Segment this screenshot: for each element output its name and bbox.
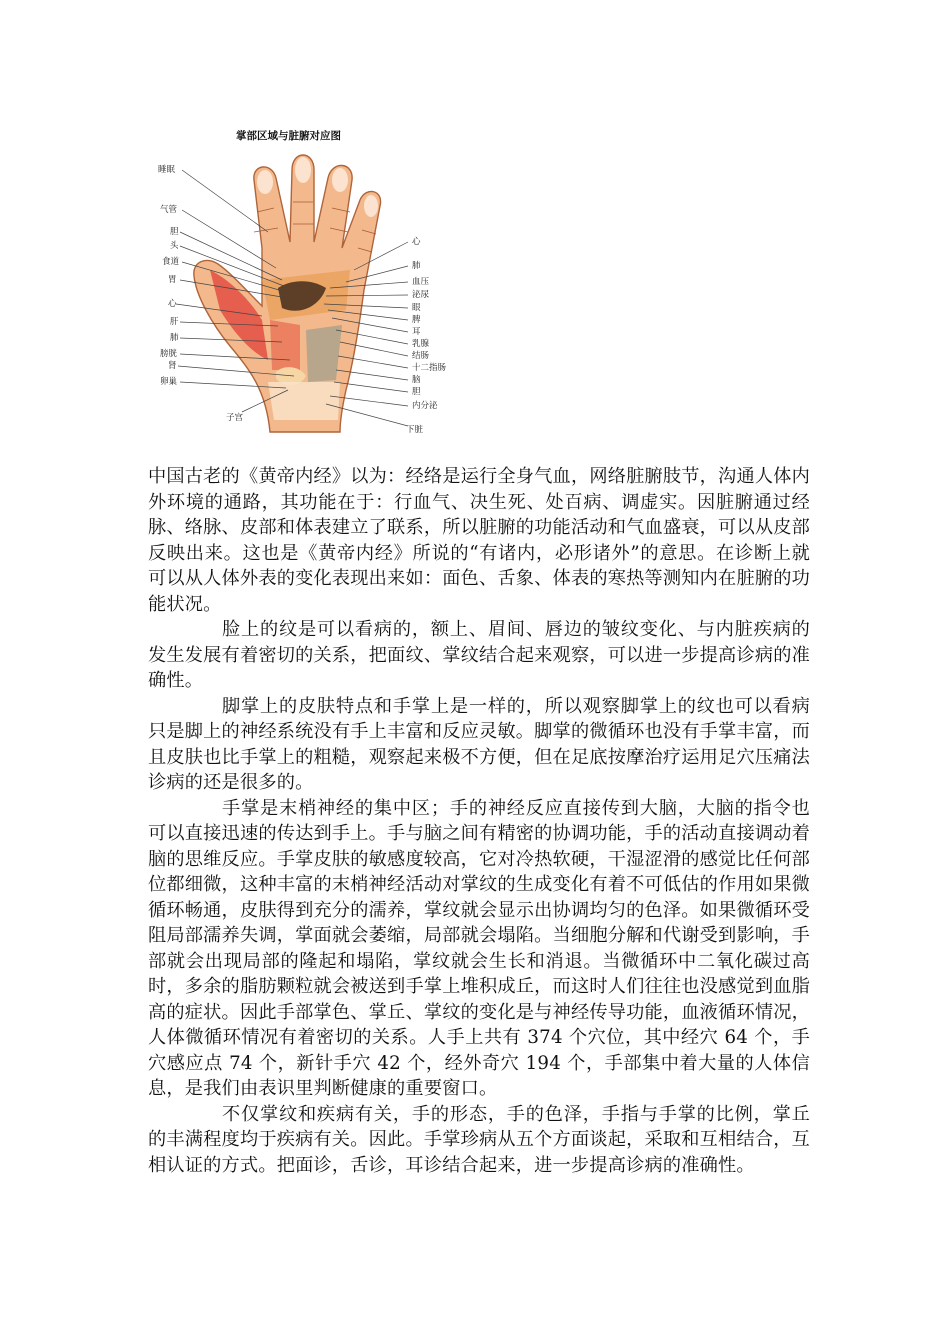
label-brain: 脑 xyxy=(412,375,421,385)
label-head: 头 xyxy=(170,241,179,251)
label-lung-right: 肺 xyxy=(412,261,421,271)
paragraph-2: 脸上的纹是可以看病的，额上、眉间、唇边的皱纹变化、与内脏疾病的发生发展有着密切的关系，把面纹、掌纹结合起来观察，可以进一步提高诊病的准确性。 xyxy=(148,619,810,691)
right-labels xyxy=(406,236,447,435)
label-heart-left: 心 xyxy=(168,299,177,309)
label-gallbladder-right: 胆 xyxy=(412,387,421,397)
label-urinary: 泌尿 xyxy=(412,290,430,300)
hand-reflexology-figure xyxy=(150,120,460,440)
label-uterus: 子宫 xyxy=(226,413,244,423)
paragraph-3: 脚掌上的皮肤特点和手掌上是一样的，所以观察脚掌上的纹也可以看病只是脚上的神经系统没有手上丰富和反应灵敏。脚掌的微循环也没有手掌丰富，而且皮肤也比手掌上的粗糙，观察起来极不方便，但在足底按摩治疗运用足穴压痛法诊病的还是很多的。 xyxy=(148,695,810,793)
label-kidney: 肾 xyxy=(168,361,177,371)
label-ovary: 卵巢 xyxy=(160,377,178,387)
figure-title: 掌部区域与脏腑对应图 xyxy=(236,130,341,142)
label-eye: 眼 xyxy=(412,303,421,313)
label-breast: 乳腺 xyxy=(412,339,430,349)
hand-diagram xyxy=(150,120,460,440)
label-gallbladder: 胆 xyxy=(170,227,179,237)
label-liver: 肝 xyxy=(170,317,179,327)
label-trachea: 气管 xyxy=(160,205,178,215)
label-spleen: 脾 xyxy=(412,315,421,325)
paragraph-1: 中国古老的《黄帝内经》以为：经络是运行全身气血，网络脏腑肢节，沟通人体内外环境的通路，其功能在于：行血气、决生死、处百病、调虚实。因脏腑通过经脉、络脉、皮部和体表建立了联系，所以脏腑的功能活动和气血盛衰，可以从皮部反映出来。这也是《黄帝内经》所说的“有诸内，必形诸外”的意思。在诊断上就可以从人体外表的变化表现出来如：面色、舌象、体表的寒热等测知内在脏腑的功能状况。 xyxy=(148,466,811,615)
label-ear: 耳 xyxy=(412,327,421,337)
paragraph-4: 手掌是末梢神经的集中区；手的神经反应直接传到大脑，大脑的指令也可以直接迅速的传达到手上。手与脑之间有精密的协调功能，手的活动直接调动着脑的思维反应。手掌皮肤的敏感度较高，它对冷热软硬，干湿涩滑的感觉比任何部位都细微，这种丰富的末梢神经活动对掌纹的生成变化有着不可低估的作用如果微循环畅通，皮肤得到充分的濡养，掌纹就会显示出协调均匀的色泽。如果微循环受阻局部濡养失调，掌面就会萎缩，局部就会塌陷。当细胞分解和代谢受到影响，手部就会出现局部的隆起和塌陷，掌纹就会生长和消退。当微循环中二氧化碳过高时，多余的脂肪颗粒就会被送到手掌上堆积成丘，而这时人们往往也没感觉到血脂高的症状。因此手部掌色、掌丘、掌纹的变化是与神经传导功能，血液循环情况，人体微循环情况有着密切的关系。人手上共有 374 个穴位，其中经穴 64 个，手穴感应点 74 个，新针手穴 42 个，经外奇穴 194 个，手部集中着大量的人体信息，是我们由表识里判断健康的重要窗口。 xyxy=(148,797,810,1099)
label-esophagus: 食道 xyxy=(162,257,180,267)
label-lower-organs: 下脏 xyxy=(406,425,424,435)
label-heart-right: 心 xyxy=(412,237,421,247)
label-blood-pressure: 血压 xyxy=(412,277,430,287)
article-body xyxy=(148,464,810,1178)
label-bladder: 膀胱 xyxy=(160,349,178,359)
label-lung-left: 肺 xyxy=(170,333,179,343)
label-stomach: 胃 xyxy=(168,275,177,285)
label-duodenum: 十二指肠 xyxy=(412,363,447,373)
label-endocrine: 内分泌 xyxy=(412,401,438,411)
paragraph-5: 不仅掌纹和疾病有关，手的形态，手的色泽，手指与手掌的比例，掌丘的丰满程度均于疾病有关。因此。手掌珍病从五个方面谈起，采取和互相结合，互相认证的方式。把面诊，舌诊，耳诊结合起来，进一步提高诊病的准确性。 xyxy=(148,1103,810,1176)
label-colon: 结肠 xyxy=(412,351,430,361)
label-sleep: 睡眠 xyxy=(158,165,176,175)
